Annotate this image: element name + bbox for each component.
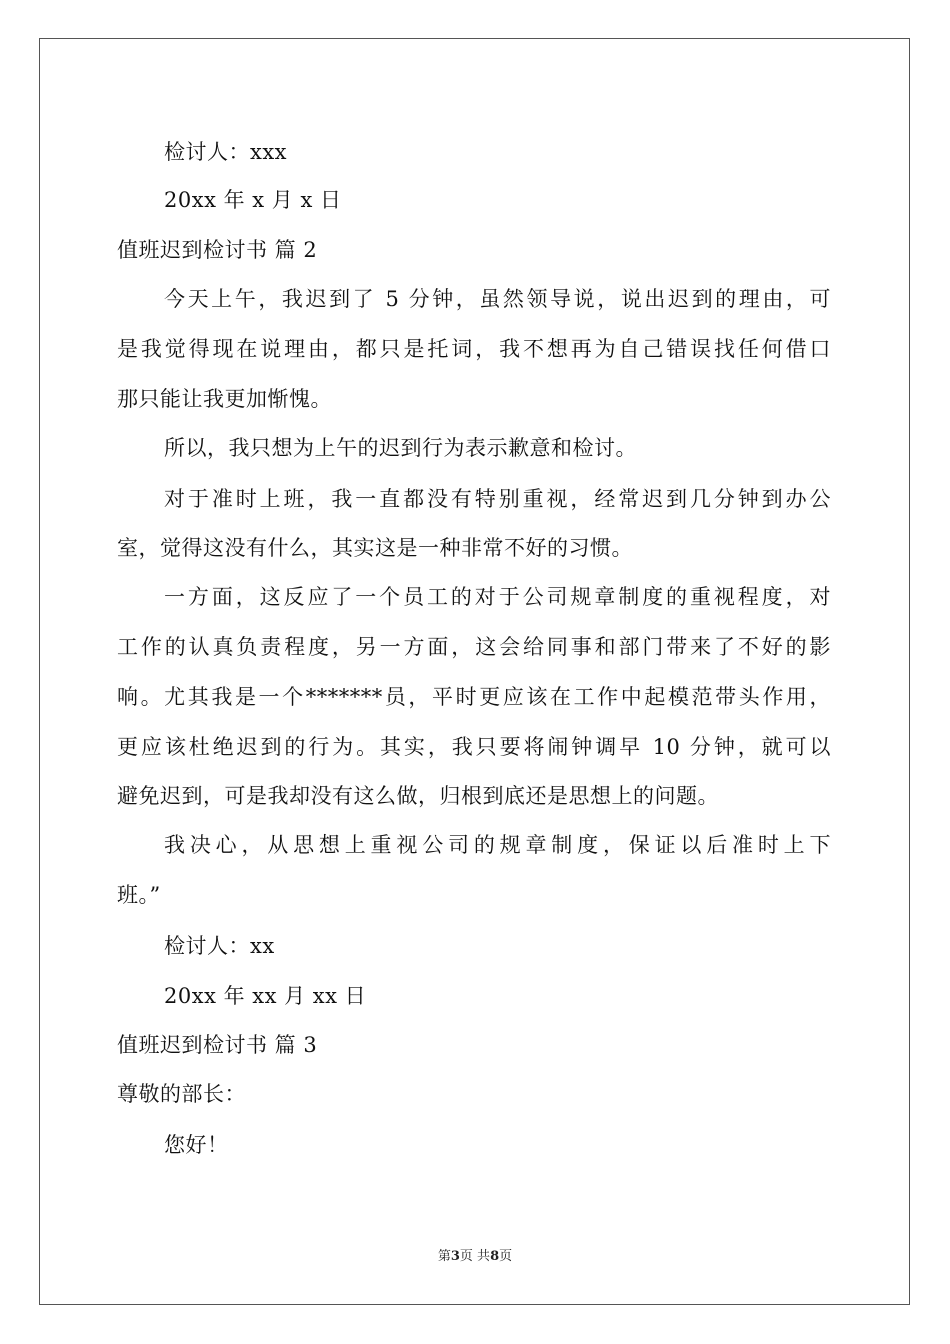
- signer-line: 检讨人：xxx: [164, 140, 288, 164]
- paragraph-line: 避免迟到，可是我却没有这么做，归根到底还是思想上的问题。: [117, 784, 719, 808]
- signer-line: 检讨人：xx: [164, 934, 275, 958]
- date-line: 20xx 年 x 月 x 日: [164, 188, 342, 212]
- paragraph-line: 一方面，这反应了一个员工的对于公司规章制度的重视程度，对: [164, 585, 831, 609]
- footer-prefix: 第: [437, 1249, 451, 1264]
- section-title: 值班迟到检讨书 篇 2: [117, 238, 318, 262]
- section-title: 值班迟到检讨书 篇 3: [117, 1033, 318, 1057]
- total-page-number: 8: [490, 1249, 500, 1264]
- paragraph-line: 室，觉得这没有什么，其实这是一种非常不好的习惯。: [117, 536, 633, 560]
- paragraph-line: 是我觉得现在说理由，都只是托词，我不想再为自己错误找任何借口: [117, 337, 831, 361]
- paragraph-line: 更应该杜绝迟到的行为。其实，我只要将闹钟调早 10 分钟，就可以: [117, 735, 831, 759]
- paragraph-line: 那只能让我更加惭愧。: [117, 387, 332, 411]
- page-border: [39, 38, 910, 1305]
- date-line: 20xx 年 xx 月 xx 日: [164, 984, 367, 1008]
- paragraph-line: 所以，我只想为上午的迟到行为表示歉意和检讨。: [164, 436, 637, 460]
- page-footer: [0, 1249, 950, 1265]
- footer-suffix: 页: [499, 1249, 513, 1264]
- paragraph-line: 班。”: [117, 883, 161, 907]
- paragraph-line: 今天上午，我迟到了 5 分钟，虽然领导说，说出迟到的理由，可: [164, 287, 831, 311]
- paragraph-line: 响。尤其我是一个*******员，平时更应该在工作中起模范带头作用，: [117, 685, 831, 709]
- paragraph-line: 我决心，从思想上重视公司的规章制度，保证以后准时上下: [164, 833, 831, 857]
- current-page-number: 3: [450, 1249, 460, 1264]
- paragraph-line: 工作的认真负责程度，另一方面，这会给同事和部门带来了不好的影: [117, 635, 831, 659]
- footer-mid: 页 共: [459, 1249, 491, 1264]
- salutation: 尊敬的部长：: [117, 1082, 246, 1106]
- paragraph-line: 对于准时上班，我一直都没有特别重视，经常迟到几分钟到办公: [164, 487, 831, 511]
- greeting: 您好！: [164, 1133, 229, 1157]
